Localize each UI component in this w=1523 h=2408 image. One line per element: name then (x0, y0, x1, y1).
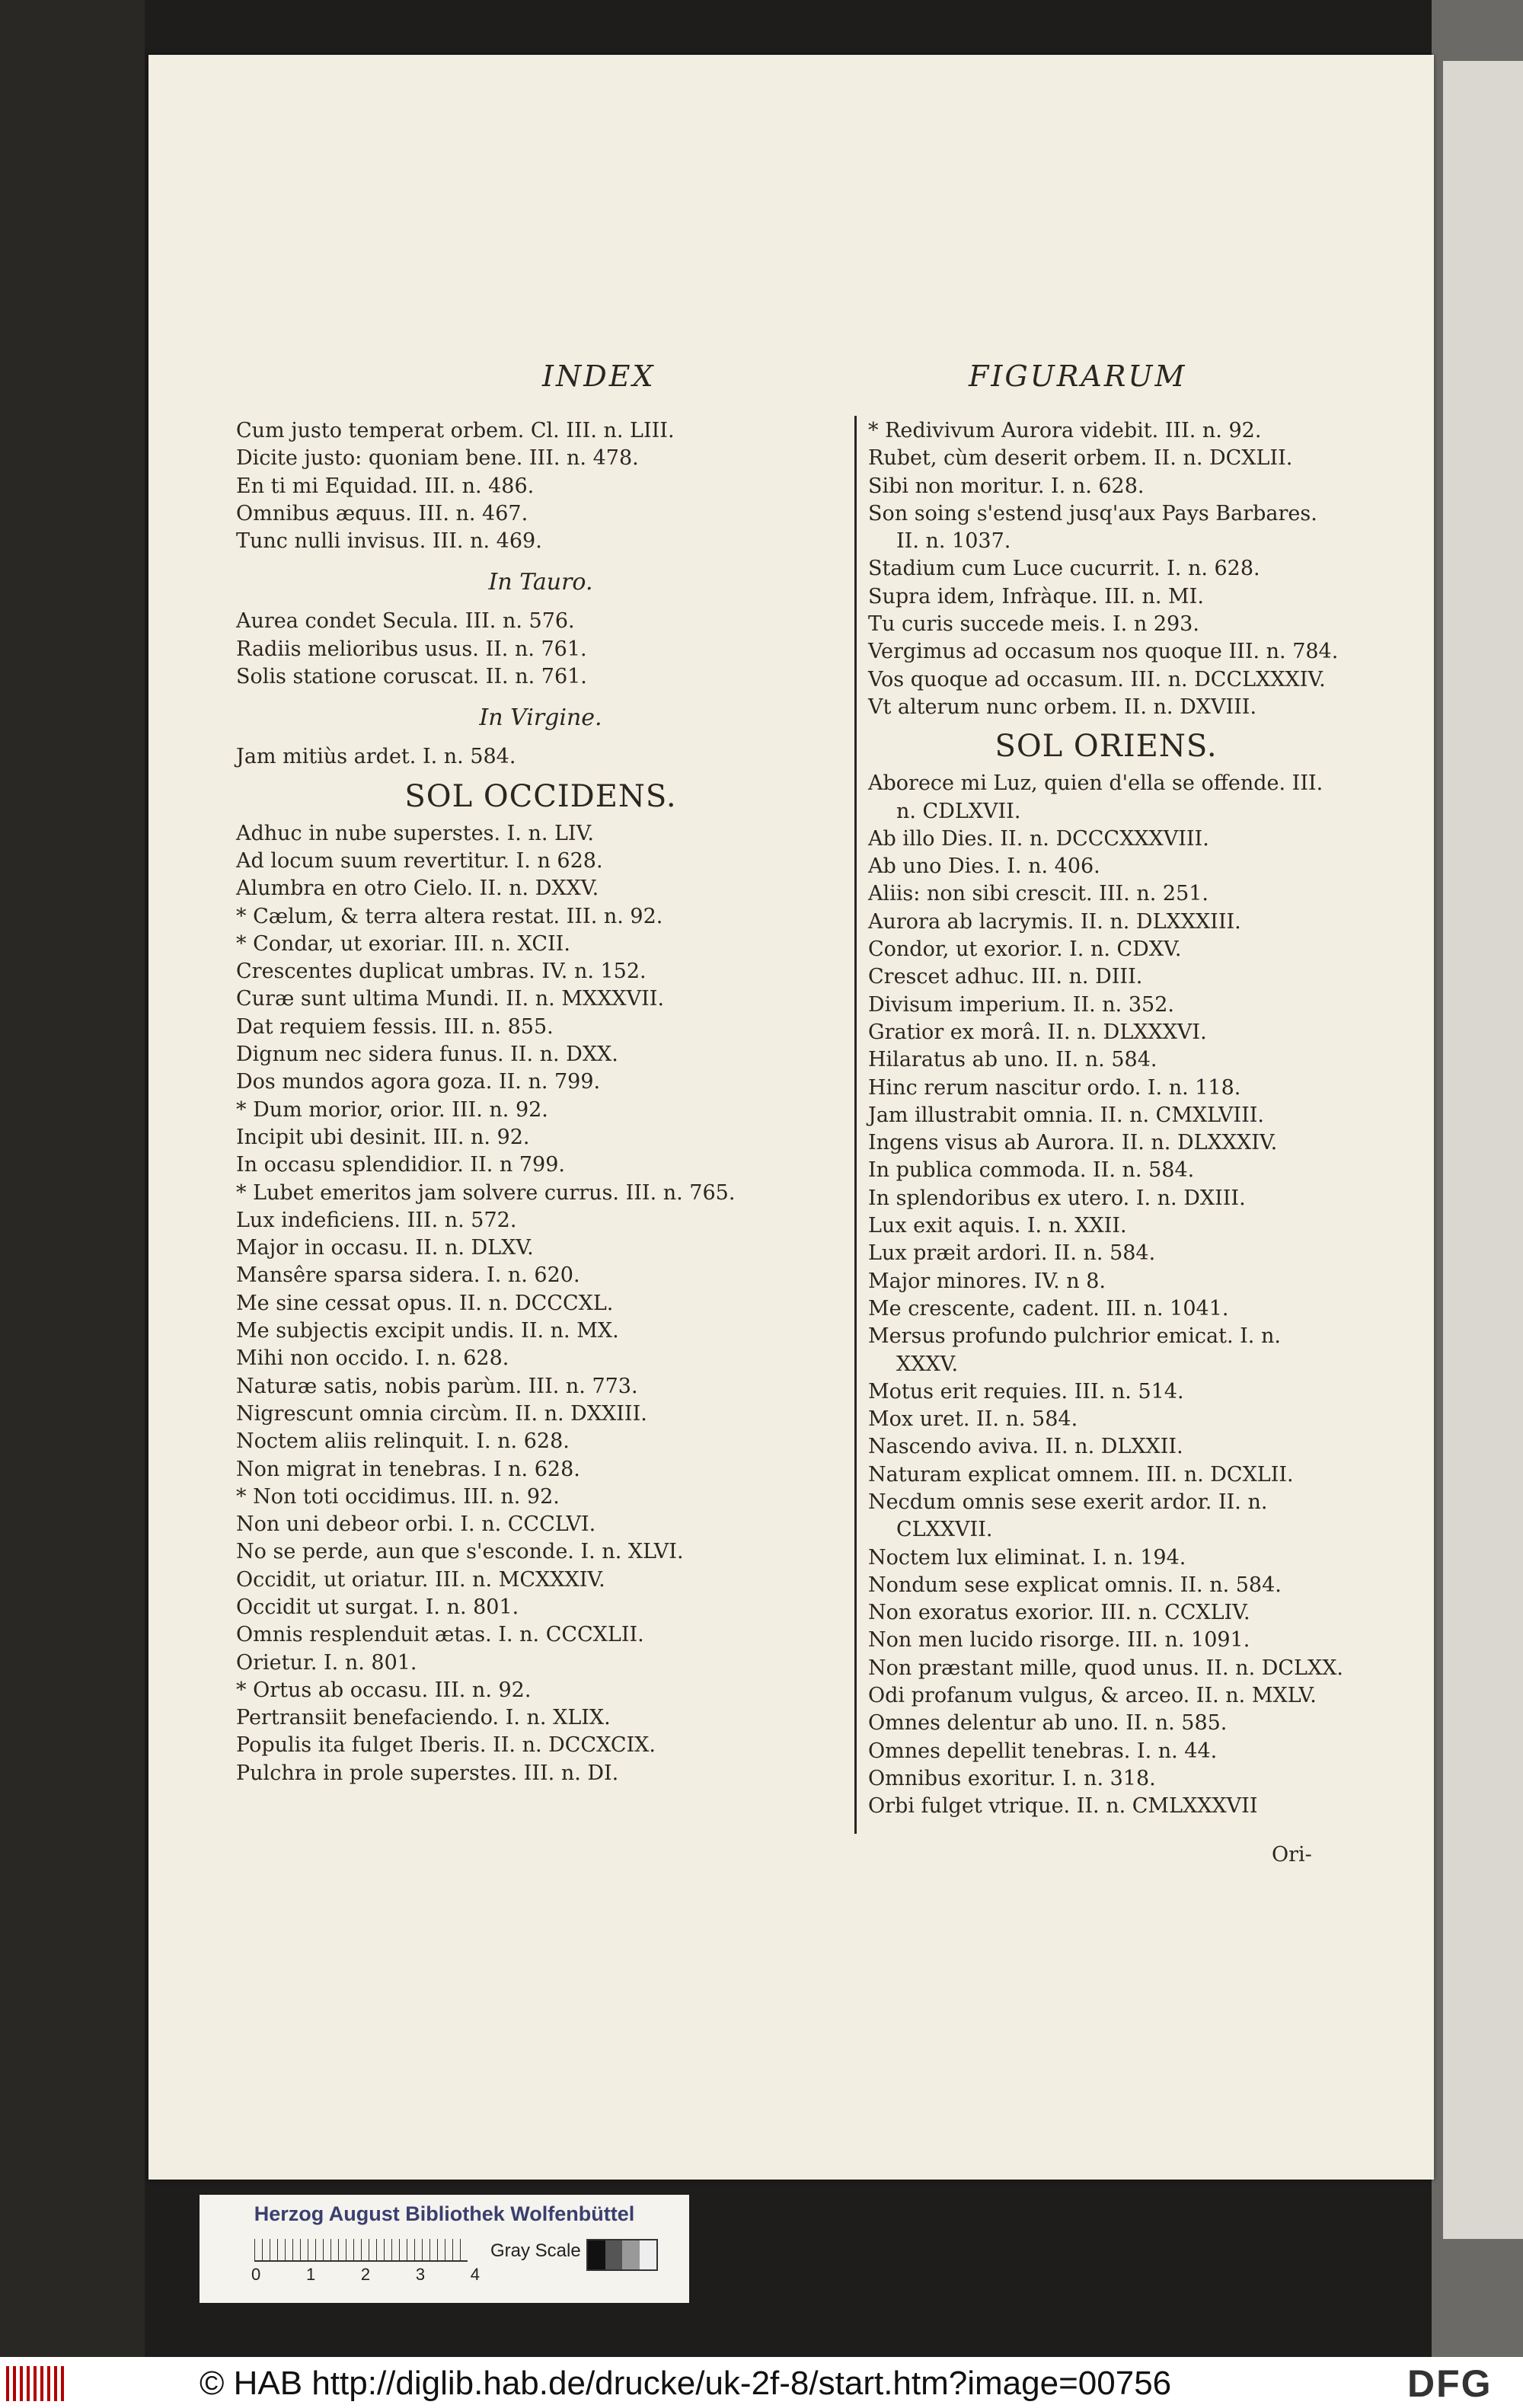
section-heading: SOL OCCIDENS. (404, 778, 677, 814)
gray-scale-swatch (586, 2239, 658, 2271)
left-column (236, 417, 845, 1787)
index-entry: Aborece mi Luz, quien d'ella se offende. III. n. CDLXVII. (868, 771, 1323, 823)
index-entry: Me crescente, cadent. III. n. 1041. (868, 1296, 1229, 1321)
footer-url: © HAB http://diglib.hab.de/drucke/uk-2f-8/start.htm?image=00756 (200, 2365, 1172, 2402)
index-entry: Tu curis succede meis. I. n 293. (868, 612, 1199, 637)
index-entry: Aurea condet Secula. III. n. 576. (236, 609, 575, 634)
index-entry: Omnis resplenduit ætas. I. n. CCCXLII. (236, 1623, 644, 1647)
index-entry: Pertransiit benefaciendo. I. n. XLIX. (236, 1706, 611, 1730)
index-entry: Ad locum suum revertitur. I. n 628. (236, 848, 603, 873)
index-entry: En ti mi Equidad. III. n. 486. (236, 474, 535, 498)
subheading: In Virgine. (479, 704, 602, 732)
section-heading: SOL ORIENS. (995, 729, 1218, 765)
index-entry: Occidit, ut oriatur. III. n. MCXXXIV. (236, 1567, 605, 1592)
library-name: Herzog August Bibliothek Wolfenbüttel (254, 2202, 635, 2225)
index-entry: No se perde, aun que s'esconde. I. n. XLVI. (236, 1540, 684, 1564)
index-entry: Mihi non occido. I. n. 628. (236, 1346, 509, 1371)
ruler-number: 0 (251, 2265, 261, 2284)
index-entry: Aurora ab lacrymis. II. n. DLXXXIII. (868, 909, 1241, 934)
ruler-number: 1 (305, 2265, 316, 2284)
index-entry: * Condar, ut exoriar. III. n. XCII. (236, 931, 570, 956)
index-entry: In splendoribus ex utero. I. n. DXIII. (868, 1186, 1246, 1210)
index-entry: In occasu splendidior. II. n 799. (236, 1153, 565, 1177)
index-entry: * Cælum, & terra altera restat. III. n. 92. (236, 904, 663, 928)
index-entry: Orietur. I. n. 801. (236, 1650, 417, 1675)
footer-bar (0, 2357, 1523, 2408)
catchword: Ori- (1272, 1843, 1312, 1867)
index-entry: Mansêre sparsa sidera. I. n. 620. (236, 1263, 580, 1288)
index-entry: Omnes delentur ab uno. II. n. 585. (868, 1711, 1228, 1736)
index-entry: Divisum imperium. II. n. 352. (868, 992, 1174, 1017)
index-entry: Non uni debeor orbi. I. n. CCCLVI. (236, 1512, 596, 1537)
column-divider (854, 416, 857, 1834)
index-entry: Noctem aliis relinquit. I. n. 628. (236, 1429, 570, 1454)
index-entry: Condor, ut exorior. I. n. CDXV. (868, 937, 1182, 962)
index-entry: Non præstant mille, quod unus. II. n. DCLXX. (868, 1656, 1343, 1680)
index-entry: * Non toti occidimus. III. n. 92. (236, 1484, 560, 1509)
subheading: In Tauro. (488, 569, 593, 596)
index-entry: Alumbra en otro Cielo. II. n. DXXV. (236, 877, 599, 901)
dfg-logo: DFG (1407, 2362, 1493, 2405)
index-entry: Cum justo temperat orbem. Cl. III. n. LIII. (236, 419, 675, 442)
index-entry: Necdum omnis sese exerit ardor. II. n. CLXXVII. (868, 1490, 1268, 1542)
index-entry: Omnes depellit tenebras. I. n. 44. (868, 1739, 1218, 1763)
index-entry: Non migrat in tenebras. I n. 628. (236, 1457, 580, 1481)
index-entry: Rubet, cùm deserit orbem. II. n. DCXLII. (868, 446, 1293, 471)
index-entry: Motus erit requies. III. n. 514. (868, 1379, 1184, 1404)
index-entry: Nascendo aviva. II. n. DLXXII. (868, 1435, 1183, 1459)
right-column (868, 417, 1344, 1821)
index-entry: Mersus profundo pulchrior emicat. I. n. XXXV. (868, 1324, 1281, 1376)
index-entry: Populis ita fulget Iberis. II. n. DCCXCIX. (236, 1733, 656, 1758)
index-entry: Naturam explicat omnem. III. n. DCXLII. (868, 1462, 1294, 1487)
index-entry: Stadium cum Luce cucurrit. I. n. 628. (868, 557, 1260, 581)
index-entry: In publica commoda. II. n. 584. (868, 1158, 1195, 1183)
index-entry: Tunc nulli invisus. III. n. 469. (236, 529, 542, 554)
library-scan-label (200, 2195, 689, 2303)
index-entry: Adhuc in nube superstes. I. n. LIV. (236, 821, 594, 845)
index-entry: Gratior ex morâ. II. n. DLXXXVI. (868, 1020, 1207, 1044)
index-entry: Omnibus æquus. III. n. 467. (236, 501, 528, 525)
index-entry: * Ortus ab occasu. III. n. 92. (236, 1678, 532, 1702)
index-entry: Dat requiem fessis. III. n. 855. (236, 1014, 554, 1039)
index-entry: Major minores. IV. n 8. (868, 1269, 1106, 1293)
index-entry: Aliis: non sibi crescit. III. n. 251. (868, 882, 1209, 906)
facing-page-edge (1443, 61, 1523, 2239)
index-entry: Non men lucido risorge. III. n. 1091. (868, 1628, 1250, 1653)
index-entry: Jam illustrabit omnia. II. n. CMXLVIII. (868, 1103, 1264, 1127)
index-entry: Pulchra in prole superstes. III. n. DI. (236, 1761, 619, 1785)
index-entry: Hilaratus ab uno. II. n. 584. (868, 1048, 1157, 1072)
index-entry: Non exoratus exorior. III. n. CCXLIV. (868, 1601, 1250, 1625)
index-entry: Solis statione coruscat. II. n. 761. (236, 665, 587, 689)
index-entry: Vergimus ad occasum nos quoque III. n. 784. (868, 640, 1339, 664)
ruler-numbers (251, 2265, 480, 2285)
index-entry: Nondum sese explicat omnis. II. n. 584. (868, 1573, 1282, 1597)
ruler-number: 3 (415, 2265, 426, 2284)
index-entry: Vt alterum nunc orbem. II. n. DXVIII. (868, 695, 1257, 719)
index-entry: Crescet adhuc. III. n. DIII. (868, 965, 1143, 989)
index-entry: Ab illo Dies. II. n. DCCCXXXVIII. (868, 826, 1209, 851)
index-entry: Occidit ut surgat. I. n. 801. (236, 1595, 519, 1619)
index-entry: Sibi non moritur. I. n. 628. (868, 474, 1145, 498)
header-left: INDEX (542, 359, 656, 393)
scan-background-left (0, 0, 145, 2357)
index-entry: Lux indeficiens. III. n. 572. (236, 1208, 517, 1232)
index-entry: Ingens visus ab Aurora. II. n. DLXXXIV. (868, 1131, 1278, 1155)
index-entry: * Redivivum Aurora videbit. III. n. 92. (868, 419, 1262, 442)
gray-scale-label: Gray Scale (490, 2240, 581, 2261)
index-entry: Curæ sunt ultima Mundi. II. n. MXXXVII. (236, 987, 665, 1011)
index-entry: Odi profanum vulgus, & arceo. II. n. MXLV. (868, 1684, 1317, 1708)
index-entry: Me subjectis excipit undis. II. n. MX. (236, 1319, 619, 1343)
index-entry: * Lubet emeritos jam solvere currus. III. n. 765. (236, 1180, 736, 1205)
index-entry: Major in occasu. II. n. DLXV. (236, 1236, 534, 1260)
index-entry: Omnibus exoritur. I. n. 318. (868, 1766, 1156, 1790)
index-entry: Orbi fulget vtrique. II. n. CMLXXXVII (868, 1794, 1258, 1819)
index-entry: Lux exit aquis. I. n. XXII. (868, 1214, 1127, 1238)
index-entry: Lux præit ardori. II. n. 584. (868, 1241, 1156, 1266)
hab-logo-icon (6, 2366, 67, 2401)
index-entry: * Dum morior, orior. III. n. 92. (236, 1097, 548, 1122)
index-entry: Naturæ satis, nobis parùm. III. n. 773. (236, 1374, 638, 1398)
ruler-number: 2 (360, 2265, 371, 2284)
index-entry: Me sine cessat opus. II. n. DCCCXL. (236, 1291, 614, 1315)
index-entry: Radiis melioribus usus. II. n. 761. (236, 637, 587, 661)
index-entry: Mox uret. II. n. 584. (868, 1407, 1078, 1432)
index-entry: Crescentes duplicat umbras. IV. n. 152. (236, 960, 647, 984)
index-entry: Nigrescunt omnia circùm. II. n. DXXIII. (236, 1401, 647, 1426)
index-entry: Ab uno Dies. I. n. 406. (868, 854, 1100, 879)
header-right: FIGURARUM (969, 359, 1187, 393)
index-entry: Hinc rerum nascitur ordo. I. n. 118. (868, 1075, 1241, 1100)
index-entry: Dos mundos agora goza. II. n. 799. (236, 1070, 601, 1094)
index-entry: Dicite justo: quoniam bene. III. n. 478. (236, 446, 639, 471)
ruler-number: 4 (470, 2265, 480, 2284)
index-entry: Dignum nec sidera funus. II. n. DXX. (236, 1043, 618, 1067)
index-entry: Vos quoque ad occasum. III. n. DCCLXXXIV. (868, 667, 1326, 691)
index-entry: Incipit ubi desinit. III. n. 92. (236, 1125, 530, 1149)
index-entry: Jam mitiùs ardet. I. n. 584. (236, 745, 516, 769)
index-entry: Supra idem, Infràque. III. n. MI. (868, 584, 1204, 608)
measurement-ruler (254, 2239, 468, 2262)
index-entry: Noctem lux eliminat. I. n. 194. (868, 1545, 1186, 1570)
index-entry: Son soing s'estend jusq'aux Pays Barbares. II. n. 1037. (868, 501, 1317, 554)
